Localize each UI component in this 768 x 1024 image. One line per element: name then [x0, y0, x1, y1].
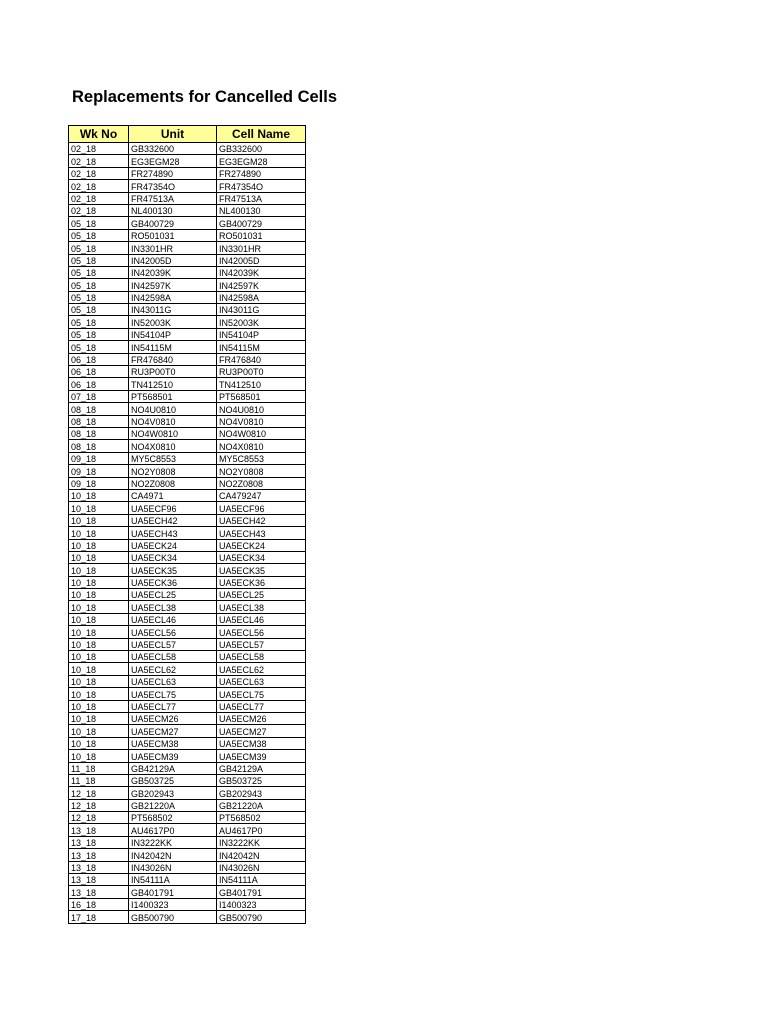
- cell-name[interactable]: FR47513A: [217, 192, 306, 204]
- cell-unit[interactable]: NO4X0810: [129, 440, 217, 452]
- cell-unit[interactable]: UA5ECL46: [129, 613, 217, 625]
- table-row: [69, 489, 306, 501]
- cell-wk-no[interactable]: 05_18: [69, 266, 129, 278]
- cell-wk-no[interactable]: 10_18: [69, 601, 129, 613]
- table-row: [69, 651, 306, 663]
- table-row: [69, 626, 306, 638]
- cell-unit[interactable]: UA5ECL25: [129, 589, 217, 601]
- table-row: [69, 601, 306, 613]
- table-row: [69, 911, 306, 923]
- cell-wk-no[interactable]: 05_18: [69, 341, 129, 353]
- cell-wk-no[interactable]: 10_18: [69, 626, 129, 638]
- cell-wk-no[interactable]: 10_18: [69, 651, 129, 663]
- cell-wk-no[interactable]: 10_18: [69, 638, 129, 650]
- cell-name[interactable]: MY5C8553: [217, 452, 306, 464]
- cell-name[interactable]: NO4X0810: [217, 440, 306, 452]
- cell-unit[interactable]: I1400323: [129, 898, 217, 910]
- table-header-row: [69, 126, 306, 143]
- cell-wk-no[interactable]: 02_18: [69, 180, 129, 192]
- table-row: [69, 799, 306, 811]
- cell-wk-no[interactable]: 06_18: [69, 366, 129, 378]
- cell-wk-no[interactable]: 05_18: [69, 304, 129, 316]
- cell-wk-no[interactable]: 10_18: [69, 564, 129, 576]
- cell-wk-no[interactable]: 12_18: [69, 787, 129, 799]
- cell-name[interactable]: UA5ECL38: [217, 601, 306, 613]
- table-row: [69, 378, 306, 390]
- cell-wk-no[interactable]: 13_18: [69, 849, 129, 861]
- cell-name[interactable]: FR47354O: [217, 180, 306, 192]
- cell-wk-no[interactable]: 10_18: [69, 551, 129, 563]
- table-row: [69, 514, 306, 526]
- table-row: [69, 353, 306, 365]
- cell-name[interactable]: IN3222KK: [217, 836, 306, 848]
- cell-unit[interactable]: NO4V0810: [129, 415, 217, 427]
- table-row: [69, 737, 306, 749]
- table-row: [69, 589, 306, 601]
- cell-wk-no[interactable]: 06_18: [69, 378, 129, 390]
- cell-name[interactable]: UA5ECK34: [217, 551, 306, 563]
- cell-unit[interactable]: GB42129A: [129, 762, 217, 774]
- cell-wk-no[interactable]: 09_18: [69, 465, 129, 477]
- table-row: [69, 217, 306, 229]
- cell-unit[interactable]: GB500790: [129, 911, 217, 923]
- cell-name[interactable]: IN42039K: [217, 266, 306, 278]
- cell-wk-no[interactable]: 02_18: [69, 143, 129, 155]
- cell-name[interactable]: NO4W0810: [217, 427, 306, 439]
- cell-name[interactable]: UA5ECM27: [217, 725, 306, 737]
- cell-unit[interactable]: NO2Z0808: [129, 477, 217, 489]
- cell-unit[interactable]: GB503725: [129, 774, 217, 786]
- cell-name[interactable]: UA5ECL77: [217, 700, 306, 712]
- table-row: [69, 762, 306, 774]
- cell-unit[interactable]: IN3301HR: [129, 242, 217, 254]
- cell-unit[interactable]: UA5ECL63: [129, 675, 217, 687]
- cell-wk-no[interactable]: 13_18: [69, 861, 129, 873]
- table-row: [69, 774, 306, 786]
- table-row: [69, 192, 306, 204]
- cell-wk-no[interactable]: 12_18: [69, 799, 129, 811]
- cell-unit[interactable]: UA5ECM26: [129, 712, 217, 724]
- cell-wk-no[interactable]: 09_18: [69, 477, 129, 489]
- cell-unit[interactable]: FR476840: [129, 353, 217, 365]
- table-row: [69, 564, 306, 576]
- table-row: [69, 874, 306, 886]
- cell-unit[interactable]: IN52003K: [129, 316, 217, 328]
- cell-name[interactable]: UA5ECF96: [217, 502, 306, 514]
- cell-name[interactable]: IN42597K: [217, 279, 306, 291]
- table-row: [69, 254, 306, 266]
- table-row: [69, 787, 306, 799]
- cell-unit[interactable]: IN43026N: [129, 861, 217, 873]
- header-wk-no[interactable]: Wk No: [69, 126, 129, 143]
- cell-unit[interactable]: IN43011G: [129, 304, 217, 316]
- cell-unit[interactable]: PT568501: [129, 390, 217, 402]
- table-row: [69, 861, 306, 873]
- cell-unit[interactable]: UA5ECF96: [129, 502, 217, 514]
- cell-name[interactable]: UA5ECH43: [217, 527, 306, 539]
- table-body: [69, 143, 306, 924]
- table-row: [69, 638, 306, 650]
- cell-wk-no[interactable]: 11_18: [69, 762, 129, 774]
- table-row: [69, 279, 306, 291]
- cell-wk-no[interactable]: 10_18: [69, 700, 129, 712]
- cell-wk-no[interactable]: 12_18: [69, 812, 129, 824]
- cell-unit[interactable]: EG3EGM28: [129, 155, 217, 167]
- cell-wk-no[interactable]: 05_18: [69, 328, 129, 340]
- cell-wk-no[interactable]: 10_18: [69, 725, 129, 737]
- cell-wk-no[interactable]: 05_18: [69, 254, 129, 266]
- cell-name[interactable]: UA5ECL25: [217, 589, 306, 601]
- table-row: [69, 465, 306, 477]
- cell-unit[interactable]: NO4W0810: [129, 427, 217, 439]
- cell-unit[interactable]: IN54111A: [129, 874, 217, 886]
- cell-wk-no[interactable]: 10_18: [69, 514, 129, 526]
- table-row: [69, 849, 306, 861]
- cell-wk-no[interactable]: 13_18: [69, 886, 129, 898]
- cell-name[interactable]: GB400729: [217, 217, 306, 229]
- cell-unit[interactable]: UA5ECL77: [129, 700, 217, 712]
- cell-wk-no[interactable]: 05_18: [69, 316, 129, 328]
- table-row: [69, 229, 306, 241]
- cell-wk-no[interactable]: 05_18: [69, 242, 129, 254]
- cell-unit[interactable]: GB332600: [129, 143, 217, 155]
- cell-unit[interactable]: UA5ECH43: [129, 527, 217, 539]
- cell-unit[interactable]: UA5ECL75: [129, 688, 217, 700]
- cell-name[interactable]: FR476840: [217, 353, 306, 365]
- cell-wk-no[interactable]: 07_18: [69, 390, 129, 402]
- cell-name[interactable]: NO4U0810: [217, 403, 306, 415]
- table-row: [69, 675, 306, 687]
- cell-unit[interactable]: UA5ECM39: [129, 750, 217, 762]
- cell-unit[interactable]: UA5ECH42: [129, 514, 217, 526]
- cell-unit[interactable]: NO2Y0808: [129, 465, 217, 477]
- table-row: [69, 539, 306, 551]
- cell-unit[interactable]: RO501031: [129, 229, 217, 241]
- cell-unit[interactable]: RU3P00T0: [129, 366, 217, 378]
- cell-unit[interactable]: FR47354O: [129, 180, 217, 192]
- table-row: [69, 341, 306, 353]
- cell-wk-no[interactable]: 10_18: [69, 527, 129, 539]
- cell-wk-no[interactable]: 02_18: [69, 155, 129, 167]
- cell-name[interactable]: NL400130: [217, 204, 306, 216]
- cell-name[interactable]: GB21220A: [217, 799, 306, 811]
- cell-wk-no[interactable]: 13_18: [69, 874, 129, 886]
- cell-unit[interactable]: NL400130: [129, 204, 217, 216]
- cell-name[interactable]: IN42598A: [217, 291, 306, 303]
- cell-name[interactable]: UA5ECM26: [217, 712, 306, 724]
- cell-name[interactable]: IN42005D: [217, 254, 306, 266]
- cell-name[interactable]: UA5ECK35: [217, 564, 306, 576]
- header-unit[interactable]: Unit: [129, 126, 217, 143]
- cell-wk-no[interactable]: 13_18: [69, 836, 129, 848]
- table-row: [69, 663, 306, 675]
- table-row: [69, 452, 306, 464]
- cell-name[interactable]: UA5ECM38: [217, 737, 306, 749]
- cell-name[interactable]: UA5ECK24: [217, 539, 306, 551]
- cell-name[interactable]: UA5ECL46: [217, 613, 306, 625]
- cell-unit[interactable]: GB400729: [129, 217, 217, 229]
- cell-name[interactable]: AU4617P0: [217, 824, 306, 836]
- cell-name[interactable]: PT568502: [217, 812, 306, 824]
- cell-wk-no[interactable]: 08_18: [69, 415, 129, 427]
- cell-name[interactable]: UA5ECL57: [217, 638, 306, 650]
- table-row: [69, 242, 306, 254]
- cell-unit[interactable]: UA5ECK24: [129, 539, 217, 551]
- cell-unit[interactable]: AU4617P0: [129, 824, 217, 836]
- cell-unit[interactable]: UA5ECL58: [129, 651, 217, 663]
- cell-unit[interactable]: MY5C8553: [129, 452, 217, 464]
- table-row: [69, 366, 306, 378]
- cell-unit[interactable]: IN54115M: [129, 341, 217, 353]
- cell-unit[interactable]: GB401791: [129, 886, 217, 898]
- cell-name[interactable]: UA5ECM39: [217, 750, 306, 762]
- cell-name[interactable]: UA5ECK36: [217, 576, 306, 588]
- cell-unit[interactable]: UA5ECK35: [129, 564, 217, 576]
- table-row: [69, 836, 306, 848]
- cell-wk-no[interactable]: 13_18: [69, 824, 129, 836]
- cell-wk-no[interactable]: 10_18: [69, 750, 129, 762]
- cell-name[interactable]: EG3EGM28: [217, 155, 306, 167]
- cell-name[interactable]: GB500790: [217, 911, 306, 923]
- cell-wk-no[interactable]: 10_18: [69, 675, 129, 687]
- table-row: [69, 155, 306, 167]
- cell-unit[interactable]: FR47513A: [129, 192, 217, 204]
- cell-wk-no[interactable]: 10_18: [69, 737, 129, 749]
- cell-name[interactable]: UA5ECL56: [217, 626, 306, 638]
- table-row: [69, 316, 306, 328]
- cell-unit[interactable]: IN42598A: [129, 291, 217, 303]
- cell-wk-no[interactable]: 10_18: [69, 613, 129, 625]
- table-row: [69, 477, 306, 489]
- page-title-container: [72, 84, 338, 110]
- cell-name[interactable]: IN54111A: [217, 874, 306, 886]
- table-row: [69, 886, 306, 898]
- cell-name[interactable]: UA5ECL58: [217, 651, 306, 663]
- cell-name[interactable]: IN43011G: [217, 304, 306, 316]
- cell-name[interactable]: IN54104P: [217, 328, 306, 340]
- header-cell-name[interactable]: Cell Name: [217, 126, 306, 143]
- table-row: [69, 750, 306, 762]
- table-row: [69, 502, 306, 514]
- table-row: [69, 304, 306, 316]
- cell-name[interactable]: GB202943: [217, 787, 306, 799]
- table-row: [69, 712, 306, 724]
- cell-name[interactable]: FR274890: [217, 167, 306, 179]
- cell-name[interactable]: IN43026N: [217, 861, 306, 873]
- table-row: [69, 551, 306, 563]
- cell-wk-no[interactable]: 06_18: [69, 353, 129, 365]
- cell-name[interactable]: TN412510: [217, 378, 306, 390]
- cell-unit[interactable]: UA5ECL57: [129, 638, 217, 650]
- cell-unit[interactable]: UA5ECM27: [129, 725, 217, 737]
- cell-wk-no[interactable]: 05_18: [69, 229, 129, 241]
- cell-name[interactable]: IN3301HR: [217, 242, 306, 254]
- cell-unit[interactable]: PT568502: [129, 812, 217, 824]
- table-row: [69, 266, 306, 278]
- cell-unit[interactable]: IN42039K: [129, 266, 217, 278]
- table-row: [69, 898, 306, 910]
- table-row: [69, 812, 306, 824]
- table-row: [69, 688, 306, 700]
- table-row: [69, 613, 306, 625]
- cell-name[interactable]: NO2Z0808: [217, 477, 306, 489]
- table-row: [69, 700, 306, 712]
- cell-name[interactable]: RU3P00T0: [217, 366, 306, 378]
- table-row: [69, 390, 306, 402]
- cell-wk-no[interactable]: 10_18: [69, 539, 129, 551]
- cell-name[interactable]: RO501031: [217, 229, 306, 241]
- cell-unit[interactable]: GB21220A: [129, 799, 217, 811]
- cell-wk-no[interactable]: 17_18: [69, 911, 129, 923]
- table-row: [69, 527, 306, 539]
- table-row: [69, 440, 306, 452]
- cell-wk-no[interactable]: 16_18: [69, 898, 129, 910]
- cell-name[interactable]: UA5ECL62: [217, 663, 306, 675]
- cell-wk-no[interactable]: 10_18: [69, 712, 129, 724]
- cell-wk-no[interactable]: 11_18: [69, 774, 129, 786]
- cell-wk-no[interactable]: 10_18: [69, 589, 129, 601]
- cell-unit[interactable]: NO4U0810: [129, 403, 217, 415]
- cell-unit[interactable]: IN54104P: [129, 328, 217, 340]
- cell-unit[interactable]: UA5ECM38: [129, 737, 217, 749]
- cell-name[interactable]: PT568501: [217, 390, 306, 402]
- cell-name[interactable]: UA5ECL75: [217, 688, 306, 700]
- table-row: [69, 143, 306, 155]
- cell-name[interactable]: GB332600: [217, 143, 306, 155]
- cell-wk-no[interactable]: 02_18: [69, 167, 129, 179]
- table-row: [69, 403, 306, 415]
- table-row: [69, 204, 306, 216]
- cell-wk-no[interactable]: 05_18: [69, 217, 129, 229]
- cell-wk-no[interactable]: 05_18: [69, 291, 129, 303]
- table-row: [69, 427, 306, 439]
- cell-name[interactable]: CA479247: [217, 489, 306, 501]
- cell-unit[interactable]: IN42597K: [129, 279, 217, 291]
- table-row: [69, 576, 306, 588]
- cell-name[interactable]: IN52003K: [217, 316, 306, 328]
- cell-wk-no[interactable]: 08_18: [69, 403, 129, 415]
- cell-wk-no[interactable]: 05_18: [69, 279, 129, 291]
- cell-name[interactable]: UA5ECL63: [217, 675, 306, 687]
- cell-name[interactable]: GB401791: [217, 886, 306, 898]
- cell-wk-no[interactable]: 10_18: [69, 502, 129, 514]
- cell-unit[interactable]: CA4971: [129, 489, 217, 501]
- cell-wk-no[interactable]: 09_18: [69, 452, 129, 464]
- cell-name[interactable]: IN42042N: [217, 849, 306, 861]
- table-row: [69, 824, 306, 836]
- table-row: [69, 328, 306, 340]
- cell-wk-no[interactable]: 10_18: [69, 576, 129, 588]
- cell-unit[interactable]: UA5ECK34: [129, 551, 217, 563]
- cell-name[interactable]: IN54115M: [217, 341, 306, 353]
- cell-unit[interactable]: UA5ECK36: [129, 576, 217, 588]
- cell-name[interactable]: NO4V0810: [217, 415, 306, 427]
- table-row: [69, 167, 306, 179]
- cell-wk-no[interactable]: 02_18: [69, 204, 129, 216]
- cell-unit[interactable]: IN42042N: [129, 849, 217, 861]
- cell-unit[interactable]: IN42005D: [129, 254, 217, 266]
- table-row: [69, 291, 306, 303]
- cell-unit[interactable]: TN412510: [129, 378, 217, 390]
- cell-name[interactable]: I1400323: [217, 898, 306, 910]
- cell-unit[interactable]: UA5ECL62: [129, 663, 217, 675]
- table-row: [69, 180, 306, 192]
- cell-wk-no[interactable]: 02_18: [69, 192, 129, 204]
- cell-name[interactable]: NO2Y0808: [217, 465, 306, 477]
- table-row: [69, 415, 306, 427]
- page-title: Replacements for Cancelled Cells: [72, 88, 338, 106]
- replacements-table: [68, 125, 306, 924]
- cell-name[interactable]: UA5ECH42: [217, 514, 306, 526]
- table-row: [69, 725, 306, 737]
- cell-unit[interactable]: UA5ECL38: [129, 601, 217, 613]
- cell-unit[interactable]: FR274890: [129, 167, 217, 179]
- cell-wk-no[interactable]: 10_18: [69, 663, 129, 675]
- cell-unit[interactable]: IN3222KK: [129, 836, 217, 848]
- cell-unit[interactable]: GB202943: [129, 787, 217, 799]
- cell-wk-no[interactable]: 08_18: [69, 427, 129, 439]
- cell-name[interactable]: GB42129A: [217, 762, 306, 774]
- cell-name[interactable]: GB503725: [217, 774, 306, 786]
- cell-unit[interactable]: UA5ECL56: [129, 626, 217, 638]
- cell-wk-no[interactable]: 10_18: [69, 688, 129, 700]
- cell-wk-no[interactable]: 10_18: [69, 489, 129, 501]
- cell-wk-no[interactable]: 08_18: [69, 440, 129, 452]
